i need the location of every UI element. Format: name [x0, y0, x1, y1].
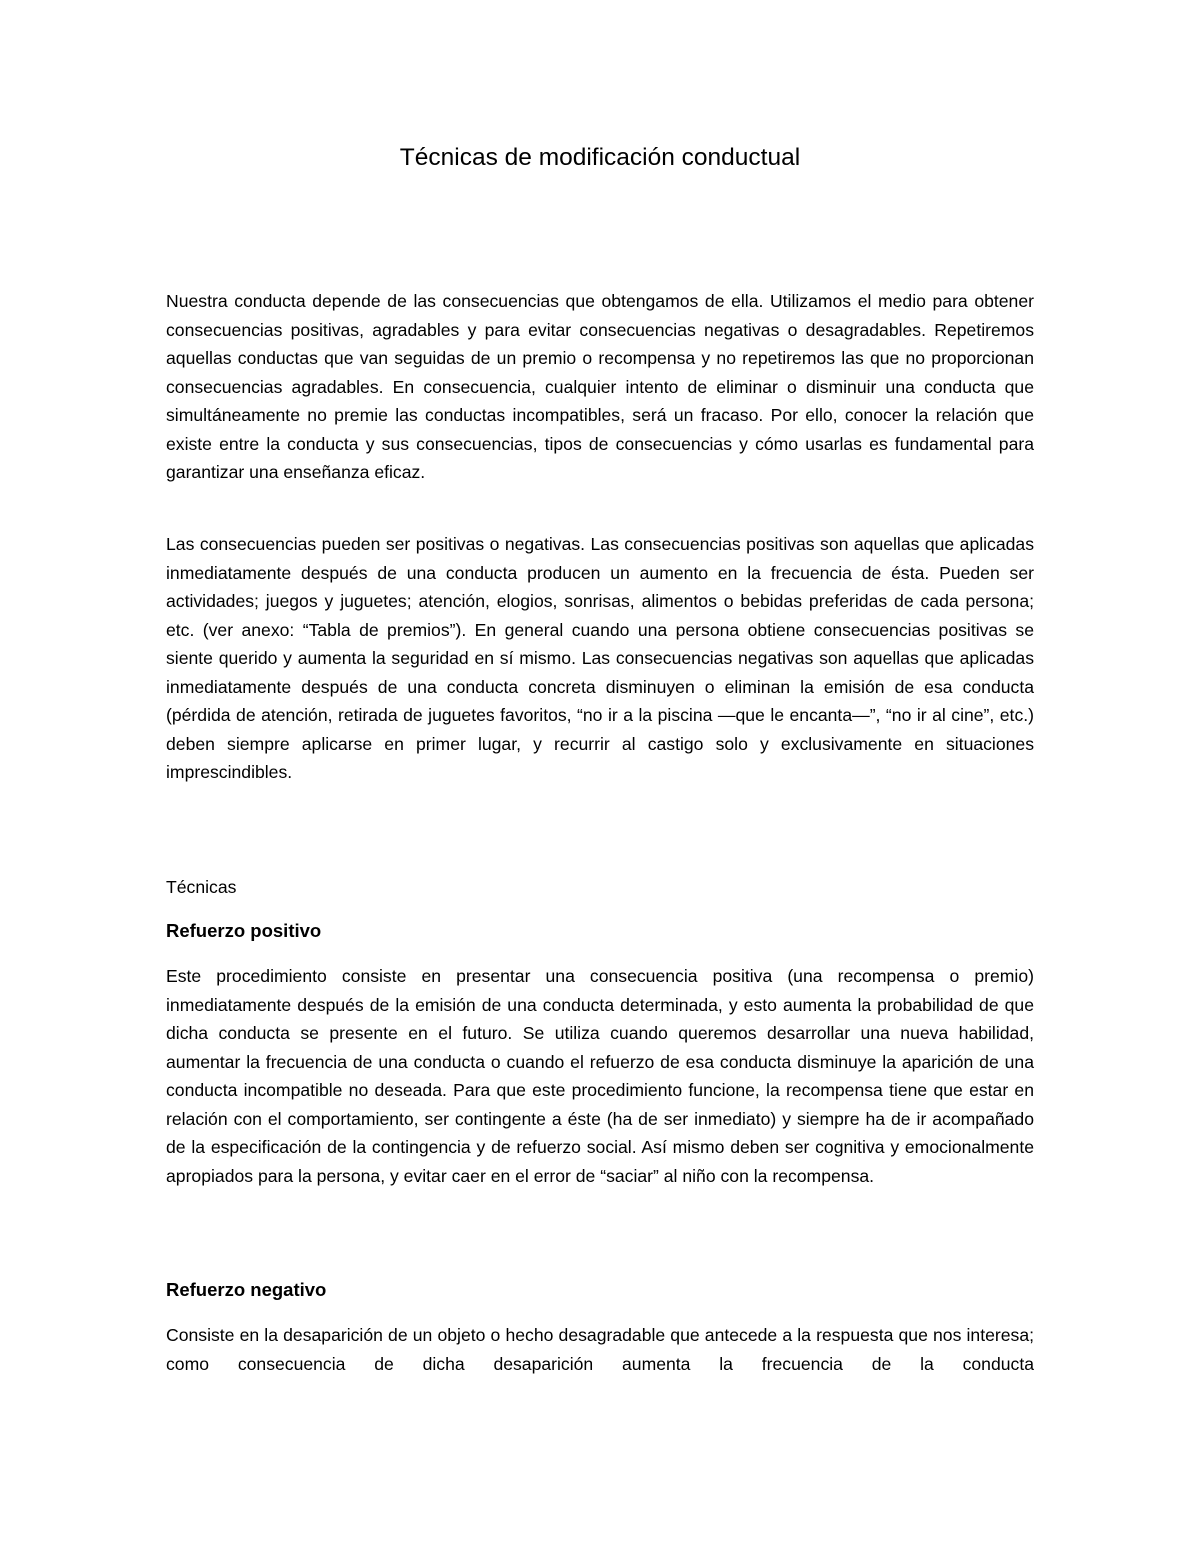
heading-refuerzo-negativo: Refuerzo negativo: [166, 1279, 327, 1300]
heading-refuerzo-positivo: Refuerzo positivo: [166, 920, 322, 941]
paragraph-refuerzo-negativo: Consiste en la desaparición de un objeto o hecho desagradable que antecede a la respuesta que nos interesa; como consecuencia de dicha desaparición aumenta la frecuencia de la conducta: [166, 1325, 1034, 1374]
section-label-tecnicas: Técnicas: [166, 877, 237, 897]
paragraph-intro: Nuestra conducta depende de las consecuencias que obtengamos de ella. Utilizamos el medio para obtener consecuencias positivas, agradables y para evitar consecuencias negativas o desagradables. Repetiremos aquellas conductas que van seguidas de un premio o recompensa y no repetiremos las que no proporcionan consecuencias agradables. En consecuencia, cualquier intento de eliminar o disminuir una conducta que simultáneamente no premie las conductas incompatibles, será un fracaso. Por ello, conocer la relación que existe entre la conducta y sus consecuencias, tipos de consecuencias y cómo usarlas es fundamental para garantizar una enseñanza eficaz.: [166, 291, 1034, 482]
paragraph-consecuencias: Las consecuencias pueden ser positivas o negativas. Las consecuencias positivas son aquellas que aplicadas inmediatamente después de una conducta producen un aumento en la frecuencia de ésta. Pueden ser actividades; juegos y juguetes; atención, elogios, sonrisas, alimentos o bebidas preferidas de cada persona; etc. (ver anexo: “Tabla de premios”). En general cuando una persona obtiene consecuencias positivas se siente querido y aumenta la seguridad en sí mismo. Las consecuencias negativas son aquellas que aplicadas inmediatamente después de una conducta concreta disminuyen o eliminan la emisión de esa conducta (pérdida de atención, retirada de juguetes favoritos, “no ir a la piscina —que le encanta—”, “no ir al cine”, etc.) deben siempre aplicarse en primer lugar, y recurrir al castigo solo y exclusivamente en situaciones imprescindibles.: [166, 534, 1034, 782]
document-title: Técnicas de modificación conductual: [399, 144, 801, 171]
paragraph-refuerzo-positivo: Este procedimiento consiste en presentar una consecuencia positiva (una recompensa o premio) inmediatamente después de la emisión de una conducta determinada, y esto aumenta la probabilidad de que dicha conducta se presente en el futuro. Se utiliza cuando queremos desarrollar una nueva habilidad, aumentar la frecuencia de una conducta o cuando el refuerzo de esa conducta disminuye la aparición de una conducta incompatible no deseada. Para que este procedimiento funcione, la recompensa tiene que estar en relación con el comportamiento, ser contingente a éste (ha de ser inmediato) y siempre ha de ir acompañado de la especificación de la contingencia y de refuerzo social. Así mismo deben ser cognitiva y emocionalmente apropiados para la persona, y evitar caer en el error de “saciar” al niño con la recompensa.: [166, 966, 1034, 1186]
